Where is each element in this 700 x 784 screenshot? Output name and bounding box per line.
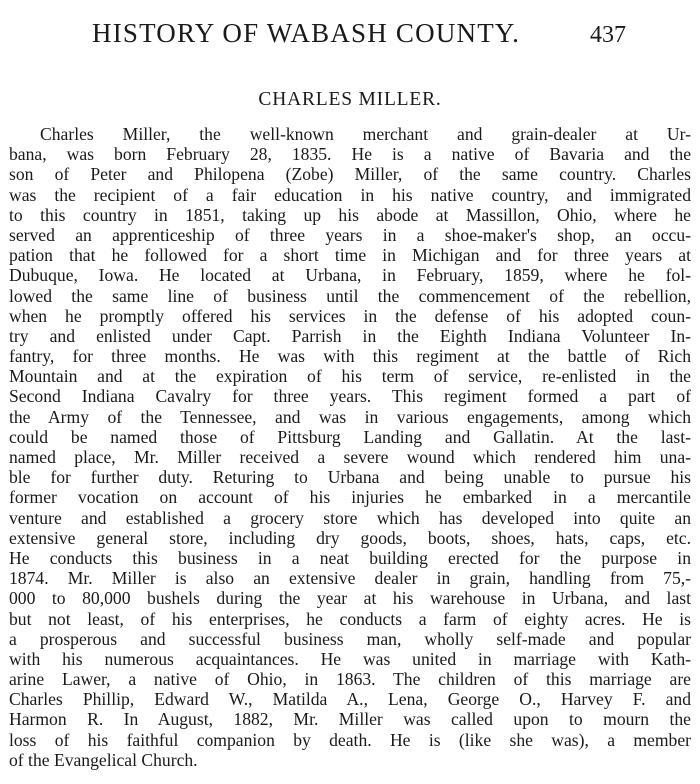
body-line: Mountain and at the expiration of his term of service, re-enlisted in the xyxy=(9,366,691,387)
running-head-title: HISTORY OF WABASH COUNTY. xyxy=(92,18,521,48)
body-line: Charles Phillip, Edward W., Matilda A., Lena, George O., Harvey F. and xyxy=(9,689,691,710)
body-line: loss of his faithful companion by death. He is (like she was), a member xyxy=(9,729,691,750)
body-line: a prosperous and successful business man, wholly self-made and popular xyxy=(9,628,691,649)
running-head xyxy=(0,18,700,58)
body-line: 1874. Mr. Miller is also an extensive dealer in grain, handling from 75,- xyxy=(9,568,691,589)
body-line: Second Indiana Cavalry for three years. This regiment formed a part of xyxy=(9,386,691,407)
body-line: extensive general store, including dry goods, boots, shoes, hats, caps, etc. xyxy=(9,527,691,548)
body-line: Harmon R. In August, 1882, Mr. Miller was called upon to mourn the xyxy=(9,709,691,730)
body-line: the Army of the Tennessee, and was in various engagements, among which xyxy=(9,406,691,427)
body-line: Charles Miller, the well-known merchant and grain-dealer at Ur- xyxy=(40,124,691,144)
article-body xyxy=(9,124,691,770)
body-line: was the recipient of a fair education in his native country, and immigrated xyxy=(9,184,691,205)
body-line: to this country in 1851, taking up his abode at Massillon, Ohio, where he xyxy=(9,204,691,225)
body-line: ble for further duty. Returing to Urbana and being unable to pursue his xyxy=(9,467,691,488)
body-line: but not least, of his enterprises, he conducts a farm of eighty acres. He is xyxy=(9,608,691,629)
body-line: former vocation on account of his injuries he embarked in a mercantile xyxy=(9,487,691,508)
body-line: venture and established a grocery store which has developed into quite an xyxy=(9,507,691,528)
article-title: CHARLES MILLER. xyxy=(258,89,442,110)
body-line: named place, Mr. Miller received a severe wound which rendered him una- xyxy=(9,447,691,467)
body-line: pation that he followed for a short time in Michigan and for three years at xyxy=(9,245,691,266)
body-line: arine Lawer, a native of Ohio, in 1863. The children of this marriage are xyxy=(9,669,691,690)
body-line: He conducts this business in a neat building erected for the purpose in xyxy=(9,547,691,568)
body-line: try and enlisted under Capt. Parrish in the Eighth Indiana Volunteer In- xyxy=(9,325,691,346)
body-line: of the Evangelical Church. xyxy=(9,749,198,770)
body-line: with his numerous acquaintances. He was united in marriage with Kath- xyxy=(9,648,691,669)
body-line: could be named those of Pittsburg Landing and Gallatin. At the last- xyxy=(9,426,691,447)
page-number: 437 xyxy=(590,22,626,48)
body-line: 000 to 80,000 bushels during the year at his warehouse in Urbana, and last xyxy=(9,588,691,609)
body-line: fantry, for three months. He was with this regiment at the battle of Rich xyxy=(9,346,691,367)
body-line: when he promptly offered his services in the defense of his adopted coun- xyxy=(9,305,691,326)
body-line: bana, was born February 28, 1835. He is a native of Bavaria and the xyxy=(9,144,691,165)
body-line: son of Peter and Philopena (Zobe) Miller, of the same country. Charles xyxy=(9,164,691,185)
body-line: lowed the same line of business until the commencement of the rebellion, xyxy=(9,285,691,306)
body-line: served an apprenticeship of three years in a shoe-maker's shop, an occu- xyxy=(9,224,691,245)
body-line: Dubuque, Iowa. He located at Urbana, in February, 1859, where he fol- xyxy=(9,265,691,286)
